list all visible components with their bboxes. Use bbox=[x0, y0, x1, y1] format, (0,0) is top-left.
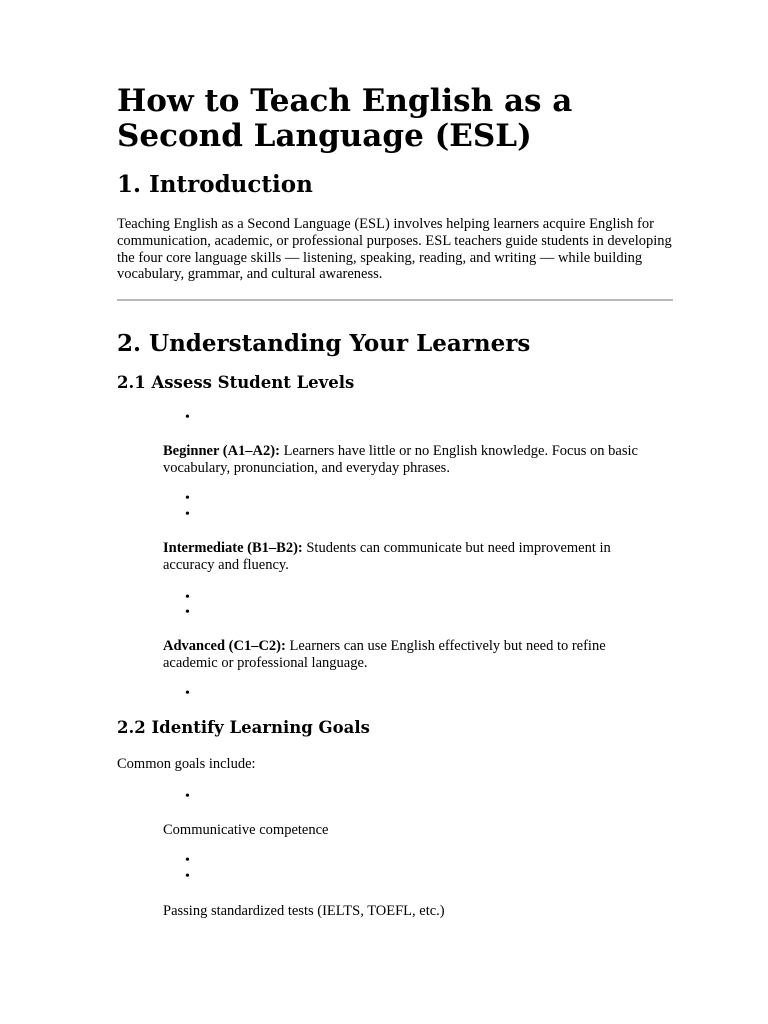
bullet-marker bbox=[185, 511, 193, 519]
bullet-marker bbox=[185, 414, 193, 422]
bullet-marker bbox=[185, 495, 193, 503]
goal-item: Communicative competence bbox=[163, 822, 329, 838]
goal-item: Passing standardized tests (IELTS, TOEFL, etc.) bbox=[163, 903, 445, 919]
intro-paragraph: Teaching English as a Second Language (ESL) involves helping learners acquire English for communication, academic, or professional purposes. ESL teachers guide students in developing the four core language skills — listening, speaking, reading, and writing — while building vocabulary, grammar, and cultural awareness. bbox=[117, 216, 672, 283]
bullet-marker bbox=[185, 857, 193, 865]
level-item-beginner bbox=[163, 443, 663, 477]
page-title: How to Teach English as a Second Language (ESL) bbox=[117, 83, 573, 154]
goals-lead-text: Common goals include: bbox=[117, 756, 256, 772]
section-heading-understanding-learners: 2. Understanding Your Learners bbox=[117, 330, 531, 357]
level-description: Learners have little or no English knowledge. Focus on basic vocabulary, pronunciation, and everyday phrases. bbox=[163, 443, 638, 476]
section-heading-introduction: 1. Introduction bbox=[117, 171, 313, 198]
bullet-marker bbox=[185, 609, 193, 617]
subsection-heading-assess-levels: 2.1 Assess Student Levels bbox=[117, 373, 355, 392]
level-label: Advanced (C1–C2): bbox=[163, 638, 286, 654]
level-label: Intermediate (B1–B2): bbox=[163, 540, 303, 556]
subsection-heading-learning-goals: 2.2 Identify Learning Goals bbox=[117, 718, 370, 737]
level-label: Beginner (A1–A2): bbox=[163, 443, 280, 459]
level-description: Students can communicate but need improvement in accuracy and fluency. bbox=[163, 540, 611, 573]
horizontal-divider bbox=[117, 299, 673, 301]
level-description: Learners can use English effectively but need to refine academic or professional language. bbox=[163, 638, 606, 671]
bullet-marker bbox=[185, 873, 193, 881]
level-item-advanced bbox=[163, 638, 663, 672]
bullet-marker bbox=[185, 594, 193, 602]
level-item-intermediate bbox=[163, 540, 663, 574]
bullet-marker bbox=[185, 690, 193, 698]
bullet-marker bbox=[185, 793, 193, 801]
